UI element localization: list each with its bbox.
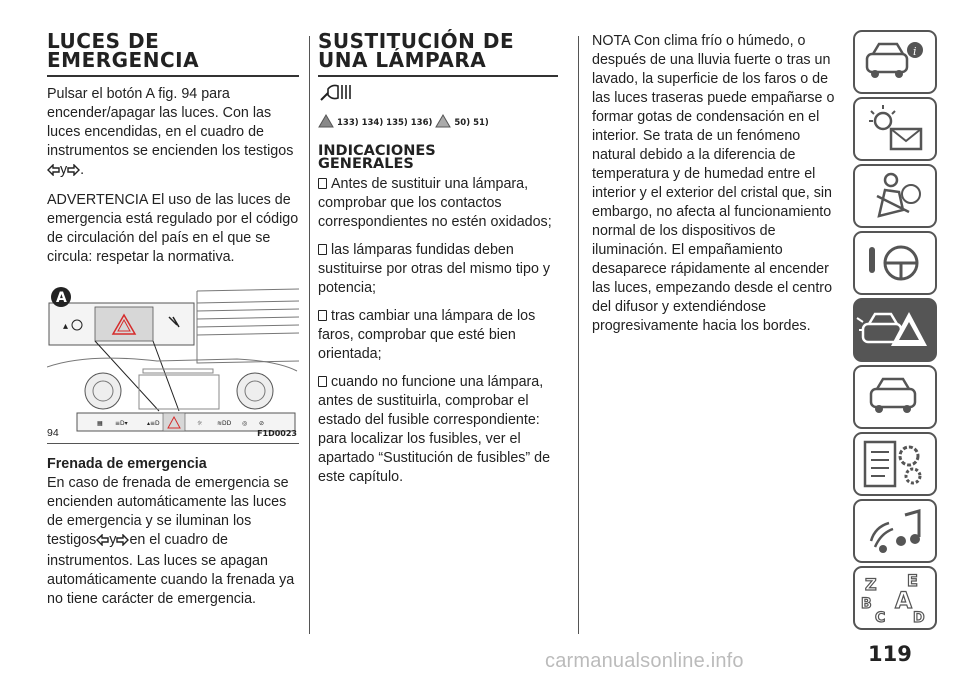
tab-warning-lights[interactable] xyxy=(853,97,937,161)
paragraph-text: en el cuadro de instrumentos. Las luces se apagan automáticamente cuando la frenada ya no tiene carácter de emergencia. xyxy=(47,532,295,607)
page-number: 119 xyxy=(868,642,912,666)
list-item xyxy=(318,175,558,232)
tab-multimedia[interactable] xyxy=(853,499,937,563)
svg-text:▴≡D: ▴≡D xyxy=(147,420,160,427)
multimedia-icon xyxy=(855,501,935,561)
list-item xyxy=(318,307,558,364)
list-item-text: cuando no funcione una lámpara, antes de sustituirla, comprobar el estado del fusible correspondiente: para localizar los fusibles, ver el apartado “Sustitución de fusibles” de este capítulo. xyxy=(318,374,551,485)
svg-text:≋DD: ≋DD xyxy=(217,420,232,427)
column-emergency-lights xyxy=(47,29,299,444)
figure-code: F1D0023 xyxy=(257,429,297,438)
title-line: SUSTITUCIÓN DE xyxy=(318,29,515,53)
list-item xyxy=(318,241,558,298)
svg-text:⊘: ⊘ xyxy=(259,420,265,427)
caution-triangle-icon xyxy=(435,114,451,131)
index-letter: C xyxy=(875,610,886,626)
title-rule xyxy=(47,75,299,77)
svg-text:◎: ◎ xyxy=(242,420,248,427)
subsection-title xyxy=(318,145,558,171)
conjunction: y xyxy=(60,162,68,178)
svg-text:▴: ▴ xyxy=(63,321,69,332)
emergency-icon xyxy=(855,300,935,360)
svg-text:i: i xyxy=(913,45,917,58)
dashboard-illustration xyxy=(47,283,299,443)
maintenance-icon xyxy=(855,367,935,427)
tab-safety[interactable] xyxy=(853,164,937,228)
svg-text:A: A xyxy=(56,290,67,306)
turn-right-icon xyxy=(116,533,129,552)
reference-numbers: 50) 51) xyxy=(454,117,489,128)
turn-right-icon xyxy=(67,163,80,182)
tab-driving[interactable] xyxy=(853,231,937,295)
paragraph-text: En caso de frenada de emergencia se encienden automáticamente las luces de emergencia y se iluminan los testigos xyxy=(47,475,289,548)
index-letter: B xyxy=(861,596,872,612)
tab-car-info[interactable] xyxy=(853,30,937,94)
bulb-icon xyxy=(318,83,558,108)
index-icon xyxy=(855,568,935,628)
tab-technical-data[interactable] xyxy=(853,432,937,496)
technical-data-icon xyxy=(855,434,935,494)
paragraph-text: Pulsar el botón A fig. 94 para encender/apagar las luces. Con las luces encendidas, en el cuadro de instrumentos se encienden los testigos xyxy=(47,86,294,159)
conjunction: y xyxy=(109,532,117,548)
index-letter: Z xyxy=(865,575,877,594)
bullet-box-icon xyxy=(318,310,327,321)
title-line: UNA LÁMPARA xyxy=(318,48,487,72)
section-title xyxy=(47,29,299,72)
tab-index[interactable] xyxy=(853,566,937,630)
index-letter: A xyxy=(895,589,913,614)
title-rule xyxy=(318,75,558,77)
note-paragraph: NOTA Con clima frío o húmedo, o después de una lluvia fuerte o tras un lavado, la superficie de los faros o de las luces traseras puede empañarse o formar gotas de condensación en el interior. Se trata de un fenómeno natural debido a la diferencia de temperatura y de humedad entre el interior y el exterior del cristal que, sin embargo, no afecta al funcionamiento normal de los dispositivos de iluminación. El empañamiento desaparece rápidamente al encender las luces, empezando desde el centro del difusor y extendiéndose progresivamente hacia los bordes. xyxy=(592,33,835,334)
list-item-text: tras cambiar una lámpara de los faros, comprobar que esté bien orientada; xyxy=(318,308,536,362)
figure-dashboard xyxy=(47,283,299,444)
subtitle-line: GENERALES xyxy=(318,156,414,172)
tab-emergency[interactable] xyxy=(853,298,937,362)
svg-text:▦: ▦ xyxy=(97,420,103,427)
car-info-icon xyxy=(855,32,935,92)
title-line: EMERGENCIA xyxy=(47,48,200,72)
index-letter: E xyxy=(907,571,918,590)
driving-icon xyxy=(855,233,935,293)
paragraph xyxy=(47,85,299,182)
column-emergency-braking xyxy=(47,455,299,609)
bullet-box-icon xyxy=(318,178,327,189)
warning-paragraph: ADVERTENCIA El uso de las luces de emergencia está regulado por el código de circulación del país en el que se circula: respetar la normativa. xyxy=(47,192,299,265)
bullet-box-icon xyxy=(318,376,327,387)
tab-maintenance[interactable] xyxy=(853,365,937,429)
bullet-box-icon xyxy=(318,244,327,255)
title-line: LUCES DE xyxy=(47,29,160,53)
column-divider xyxy=(309,36,310,634)
paragraph xyxy=(47,474,299,609)
safety-icon xyxy=(855,166,935,226)
turn-left-icon xyxy=(96,533,109,552)
column-lamp-replacement xyxy=(318,29,558,487)
warning-triangle-icon xyxy=(318,114,334,131)
index-letter: D xyxy=(913,610,925,626)
warning-lights-icon xyxy=(855,99,935,159)
section-title xyxy=(318,29,558,72)
column-note xyxy=(592,32,847,336)
figure-number: 94 xyxy=(47,427,59,439)
watermark: carmanualsonline.info xyxy=(545,650,744,672)
column-divider xyxy=(578,36,579,634)
subsection-title: Frenada de emergencia xyxy=(47,456,207,472)
chapter-tabs xyxy=(853,30,937,633)
svg-text:☼: ☼ xyxy=(197,420,203,427)
warning-references xyxy=(318,114,558,131)
list-item xyxy=(318,373,558,487)
period: . xyxy=(80,162,85,178)
list-item-text: Antes de sustituir una lámpara, comprobar que los contactos correspondientes no estén oxidados; xyxy=(318,176,552,230)
list-item-text: las lámparas fundidas deben sustituirse por otras del mismo tipo y potencia; xyxy=(318,242,551,296)
subtitle-line: INDICACIONES xyxy=(318,143,436,159)
reference-numbers: 133) 134) 135) 136) xyxy=(337,117,433,128)
turn-left-icon xyxy=(47,163,60,182)
svg-text:≡D▾: ≡D▾ xyxy=(115,420,128,427)
